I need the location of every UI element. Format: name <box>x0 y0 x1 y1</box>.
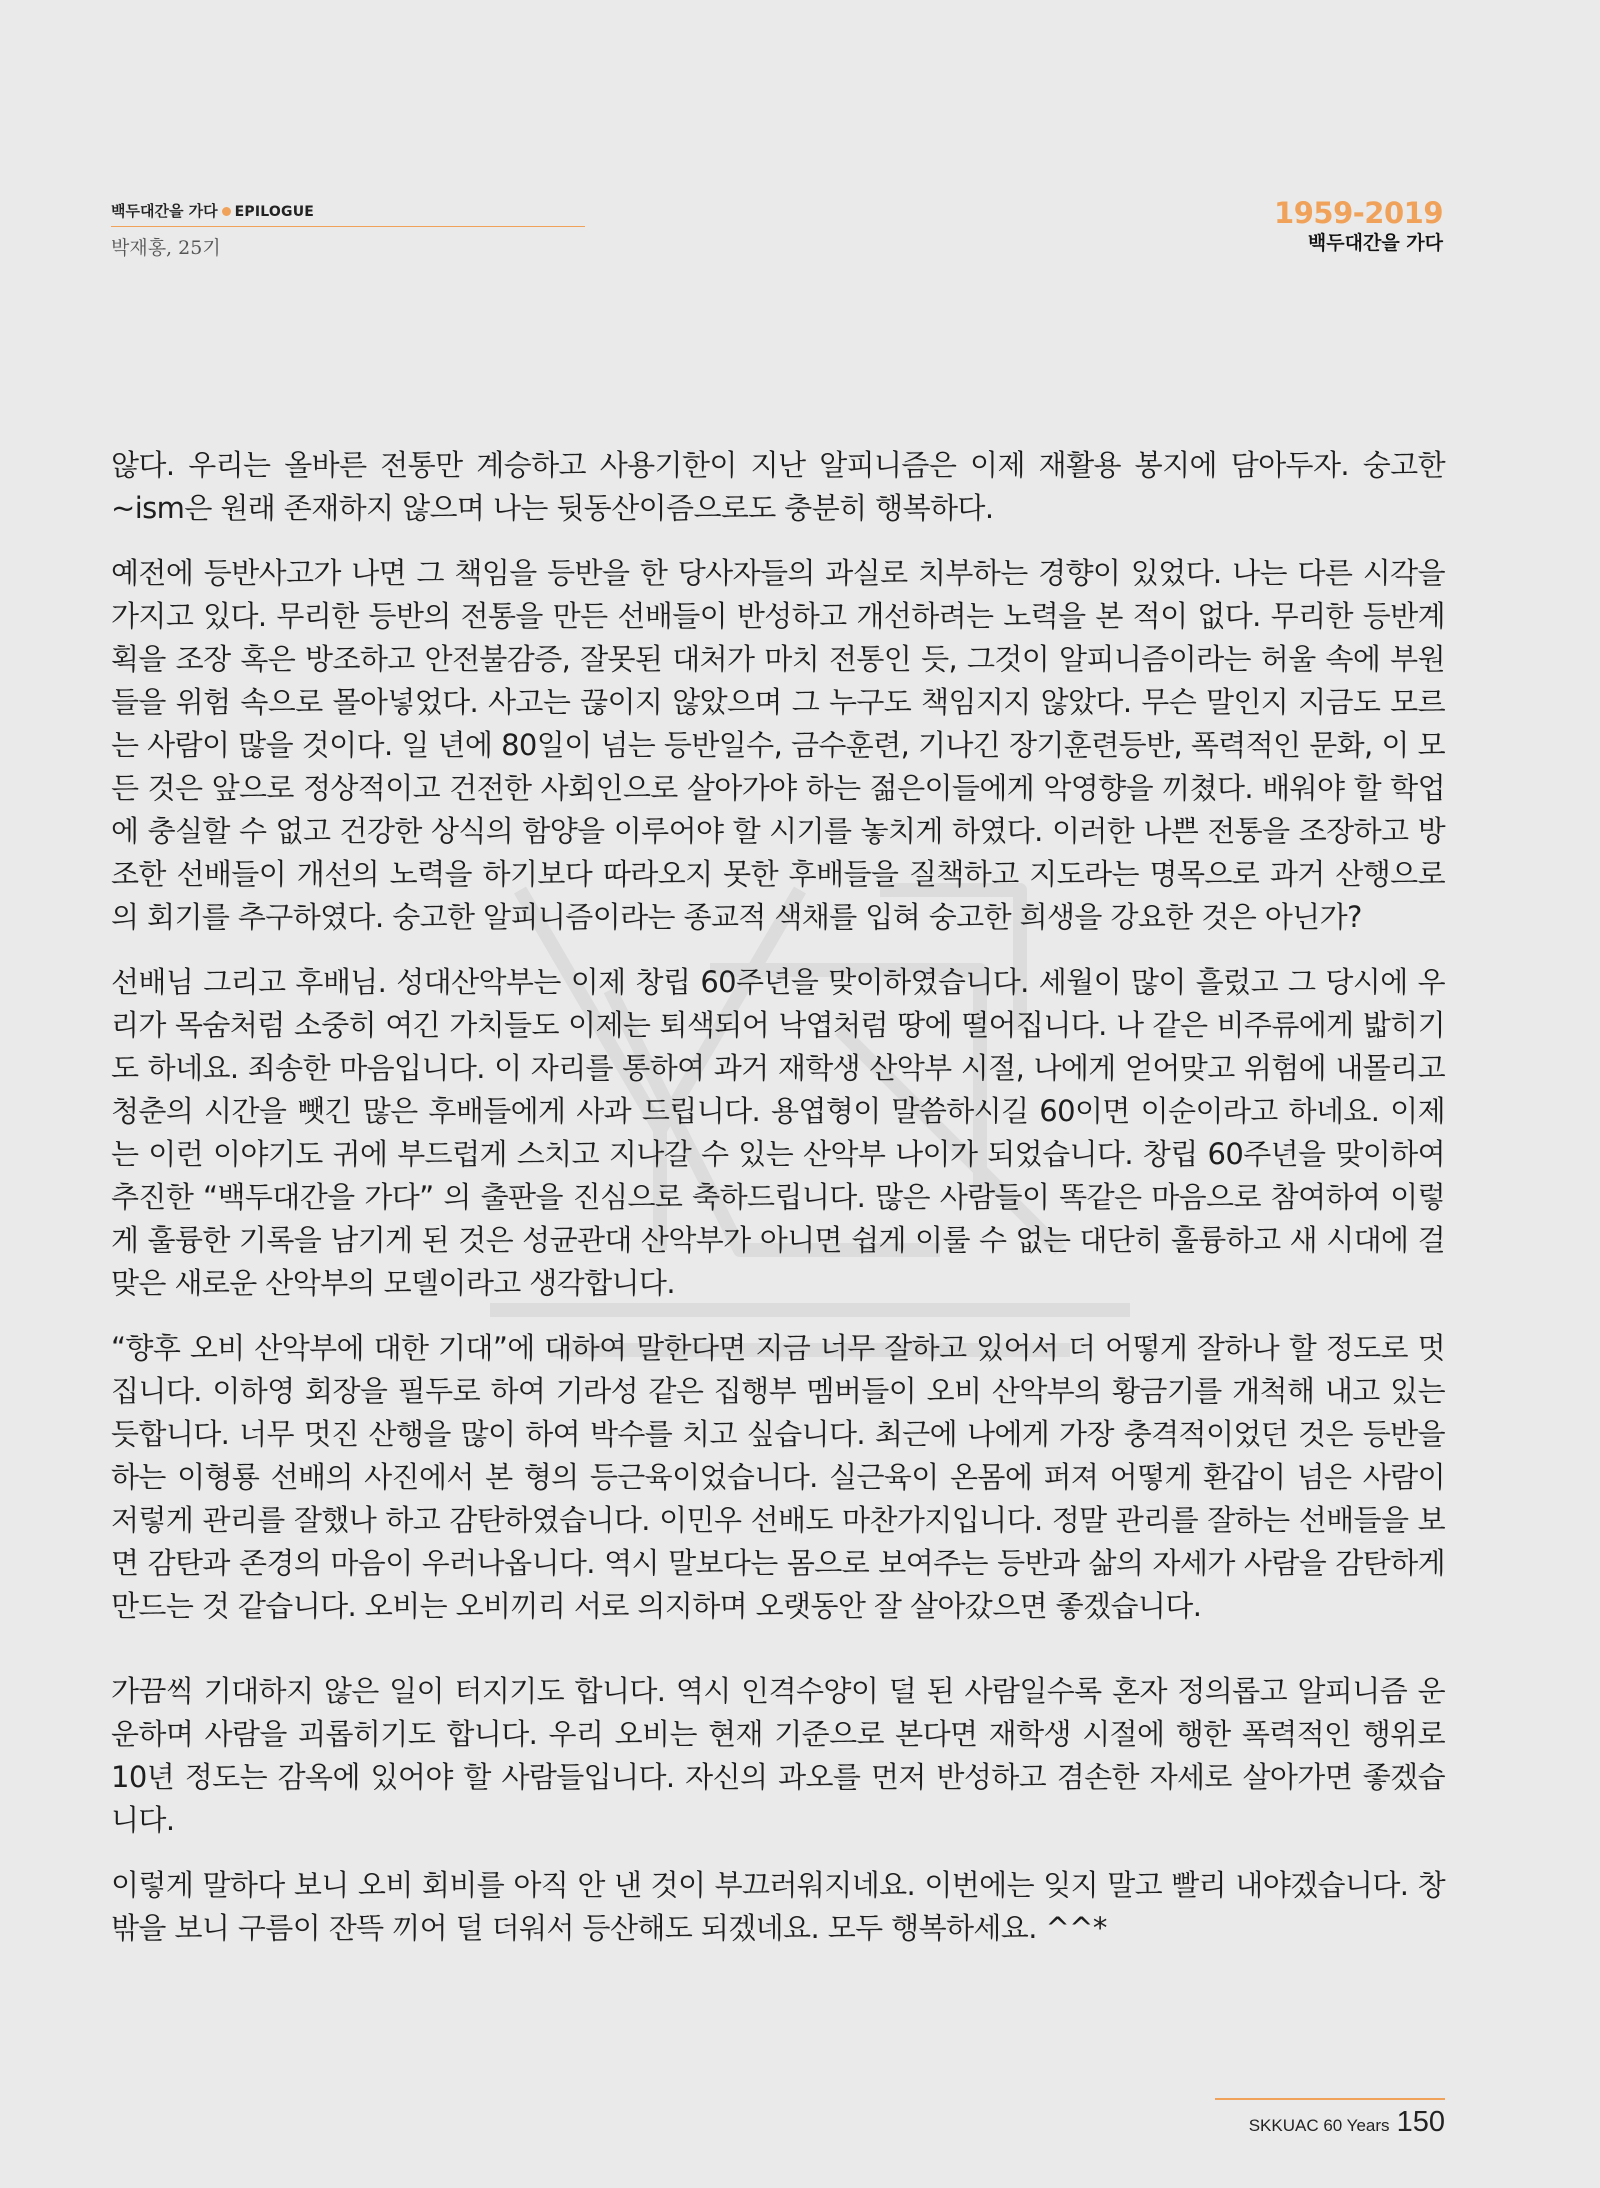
paragraph: 않다. 우리는 올바른 전통만 계승하고 사용기한이 지난 알피니즘은 이제 재활용 봉지에 담아두자. 숭고한 ~ism은 원래 존재하지 않으며 나는 뒷동산이즘으로도 충분히 행복하다. <box>111 448 1445 525</box>
anniversary-years: 1959-2019 <box>1274 196 1443 230</box>
section-heading <box>111 200 585 227</box>
book-brand <box>1274 198 1443 255</box>
running-header <box>111 200 585 260</box>
section-title: 백두대간을 가다 <box>111 202 218 220</box>
page-number: 150 <box>1396 2106 1445 2138</box>
bullet-dot-icon <box>222 207 231 216</box>
book-title: 백두대간을 가다 <box>1307 232 1443 255</box>
section-tag: EPILOGUE <box>234 204 315 220</box>
article-body <box>111 444 1445 1972</box>
paragraph: 선배님 그리고 후배님. 성대산악부는 이제 창립 60주년을 맞이하였습니다. 세월이 많이 흘렀고 그 당시에 우리가 목숨처럼 소중히 여긴 가치들도 이제는 퇴색되어 낙엽처럼 땅에 떨어집니다. 나 같은 비주류에게 밟히기도 하네요. 죄송한 마음입니다. 이 자리를 통하여 과거 재학생 산악부 시절, 나에게 얻어맞고 위험에 내몰리고 청춘의 시간을 뺏긴 많은 후배들에게 사과 드립니다. 용엽형이 말씀하시길 60이면 이순이라고 하네요. 이제는 이런 이야기도 귀에 부드럽게 스치고 지나갈 수 있는 산악부 나이가 되었습니다. 창립 60주년을 맞이하여 추진한 “백두대간을 가다” 의 출판을 진심으로 축하드립니다. 많은 사람들이 똑같은 마음으로 참여하여 이렇게 훌륭한 기록을 남기게 된 것은 성균관대 산악부가 아니면 쉽게 이룰 수 없는 대단히 훌륭하고 새 시대에 걸맞은 새로운 산악부의 모델이라고 생각합니다. <box>111 965 1445 1300</box>
author-byline: 박재홍, 25기 <box>111 237 221 259</box>
page-footer <box>1249 2106 1445 2139</box>
paragraph: 가끔씩 기대하지 않은 일이 터지기도 합니다. 역시 인격수양이 덜 된 사람일수록 혼자 정의롭고 알피니즘 운운하며 사람을 괴롭히기도 합니다. 우리 오비는 현재 기준으로 본다면 재학생 시절에 행한 폭력적인 행위로 10년 정도는 감옥에 있어야 할 사람들입니다. 자신의 과오를 먼저 반성하고 겸손한 자세로 살아가면 좋겠습니다. <box>111 1674 1445 1837</box>
footer-rule <box>1215 2098 1445 2100</box>
paragraph: “향후 오비 산악부에 대한 기대”에 대하여 말한다면 지금 너무 잘하고 있어서 더 어떻게 잘하나 할 정도로 멋집니다. 이하영 회장을 필두로 하여 기라성 같은 집행부 멤버들이 오비 산악부의 황금기를 개척해 내고 있는 듯합니다. 너무 멋진 산행을 많이 하여 박수를 치고 싶습니다. 최근에 나에게 가장 충격적이었던 것은 등반을 하는 이형룡 선배의 사진에서 본 형의 등근육이었습니다. 실근육이 온몸에 퍼져 어떻게 환갑이 넘은 사람이 저렇게 관리를 잘했나 하고 감탄하였습니다. 이민우 선배도 마찬가지입니다. 정말 관리를 잘하는 선배들을 보면 감탄과 존경의 마음이 우러나옵니다. 역시 말보다는 몸으로 보여주는 등반과 삶의 자세가 사람을 감탄하게 만드는 것 같습니다. 오비는 오비끼리 서로 의지하며 오랫동안 잘 살아갔으면 좋겠습니다. <box>111 1331 1445 1623</box>
paragraph: 이렇게 말하다 보니 오비 회비를 아직 안 낸 것이 부끄러워지네요. 이번에는 잊지 말고 빨리 내야겠습니다. 창밖을 보니 구름이 잔뜩 끼어 덜 더워서 등산해도 되겠네요. 모두 행복하세요. ^^* <box>111 1868 1445 1945</box>
paragraph: 예전에 등반사고가 나면 그 책임을 등반을 한 당사자들의 과실로 치부하는 경향이 있었다. 나는 다른 시각을 가지고 있다. 무리한 등반의 전통을 만든 선배들이 반성하고 개선하려는 노력을 본 적이 없다. 무리한 등반계획을 조장 혹은 방조하고 안전불감증, 잘못된 대처가 마치 전통인 듯, 그것이 알피니즘이라는 허울 속에 부원들을 위험 속으로 몰아넣었다. 사고는 끊이지 않았으며 그 누구도 책임지지 않았다. 무슨 말인지 지금도 모르는 사람이 많을 것이다. 일 년에 80일이 넘는 등반일수, 금수훈련, 기나긴 장기훈련등반, 폭력적인 문화, 이 모든 것은 앞으로 정상적이고 건전한 사회인으로 살아가야 하는 젊은이들에게 악영향을 끼쳤다. 배워야 할 학업에 충실할 수 없고 건강한 상식의 함양을 이루어야 할 시기를 놓치게 하였다. 이러한 나쁜 전통을 조장하고 방조한 선배들이 개선의 노력을 하기보다 따라오지 못한 후배들을 질책하고 지도라는 명목으로 과거 산행으로의 회기를 추구하였다. 숭고한 알피니즘이라는 종교적 색채를 입혀 숭고한 희생을 강요한 것은 아닌가? <box>111 556 1445 934</box>
footer-org: SKKUAC 60 Years <box>1248 2116 1390 2135</box>
